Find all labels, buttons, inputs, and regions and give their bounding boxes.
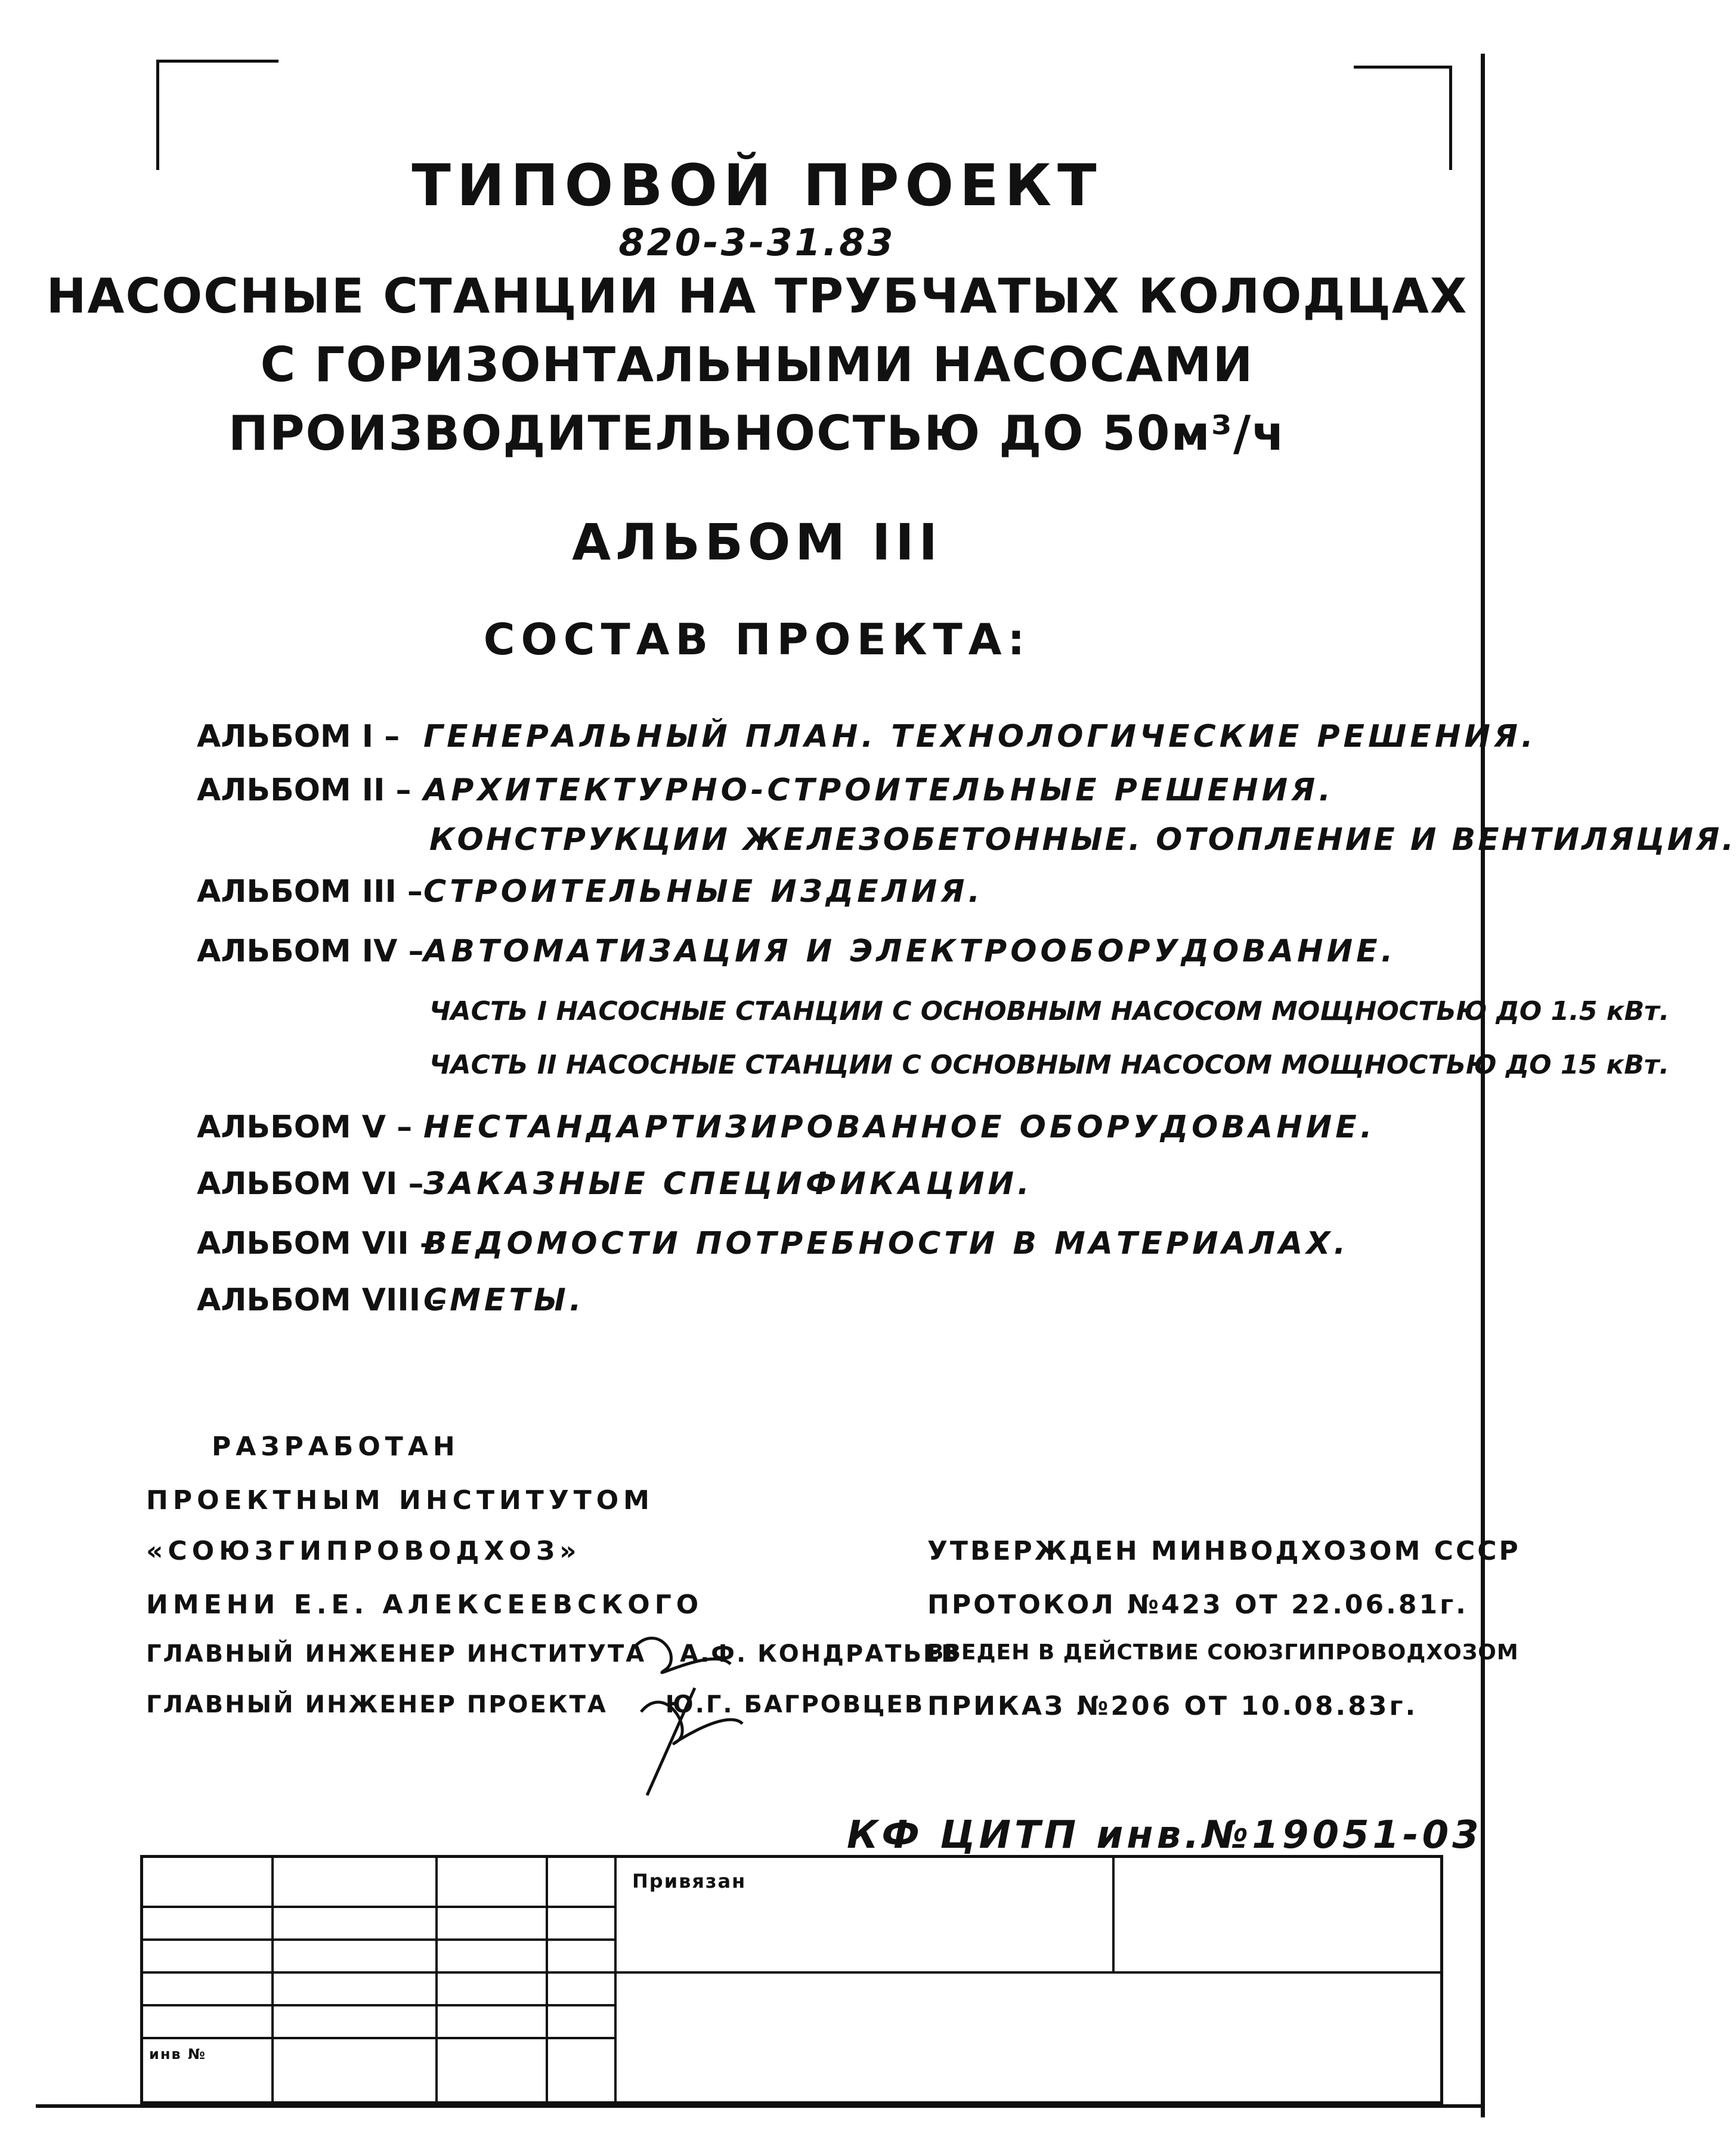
volume-description: ГЕНЕРАЛЬНЫЙ ПЛАН. ТЕХНОЛОГИЧЕСКИЕ РЕШЕНИЯ. (423, 719, 1537, 755)
project-name-line-2: С ГОРИЗОНТАЛЬНЫМИ НАСОСАМИ (260, 337, 1254, 392)
volume-item (197, 1226, 1349, 1261)
project-name-line-3: ПРОИЗВОДИТЕЛЬНОСТЬЮ ДО 50м³/ч (228, 406, 1286, 461)
volume-label: АЛЬБОМ IV – (197, 933, 424, 969)
approval-protocol: ПРОТОКОЛ №423 ОТ 22.06.81г. (927, 1590, 1468, 1620)
volume-item (197, 1109, 1376, 1145)
volume-part-2: ЧАСТЬ II НАСОСНЫЕ СТАНЦИИ С ОСНОВНЫМ НАСОСОМ МОЩНОСТЬЮ ДО 15 кВт. (429, 1050, 1670, 1080)
archive-stamp: КФ ЦИТП инв.№19051-03 (847, 1813, 1483, 1857)
volume-label: АЛЬБОМ III – (197, 874, 423, 910)
chief-engineer-institute (146, 1640, 961, 1668)
volume-label: АЛЬБОМ VIII – (197, 1282, 447, 1318)
chief-engineer-project-name: Ю.Г. БАГРОВЦЕВ (665, 1691, 925, 1718)
signature-mark (623, 1622, 754, 1801)
volume-label: АЛЬБОМ I – (197, 719, 400, 755)
document-title: ТИПОВОЙ ПРОЕКТ (411, 152, 1103, 219)
volume-part-1: ЧАСТЬ I НАСОСНЫЕ СТАНЦИИ С ОСНОВНЫМ НАСОСОМ МОЩНОСТЬЮ ДО 1.5 кВт. (429, 996, 1670, 1026)
volume-item (197, 772, 1334, 808)
developer-institute-line: ПРОЕКТНЫМ ИНСТИТУТОМ (146, 1485, 654, 1516)
volume-description: ЗАКАЗНЫЕ СПЕЦИФИКАЦИИ. (423, 1166, 1033, 1202)
volume-description: АВТОМАТИЗАЦИЯ И ЭЛЕКТРООБОРУДОВАНИЕ. (423, 933, 1397, 969)
volume-item (197, 933, 1396, 969)
volume-description: НЕСТАНДАРТИЗИРОВАННОЕ ОБОРУДОВАНИЕ. (423, 1109, 1376, 1145)
approval-order: ПРИКАЗ №206 ОТ 10.08.83г. (927, 1691, 1418, 1721)
volume-item (197, 719, 1537, 755)
volume-item (197, 1166, 1033, 1202)
project-name-line-1: НАСОСНЫЕ СТАНЦИИ НА ТРУБЧАТЫХ КОЛОДЦАХ (46, 268, 1468, 324)
volume-item (197, 1282, 585, 1318)
chief-engineer-project (146, 1691, 924, 1718)
approval-line-1: УТВЕРЖДЕН МИНВОДХОЗОМ СССР (927, 1536, 1521, 1566)
volume-description: ВЕДОМОСТИ ПОТРЕБНОСТИ В МАТЕРИАЛАХ. (423, 1226, 1350, 1261)
album-title: АЛЬБОМ III (572, 513, 942, 571)
developer-heading: РАЗРАБОТАН (212, 1431, 460, 1462)
volume-description: СМЕТЫ. (423, 1282, 585, 1318)
volume-description-continued: КОНСТРУКЦИИ ЖЕЛЕЗОБЕТОННЫЕ. ОТОПЛЕНИЕ И ВЕНТИЛЯЦИЯ. (429, 822, 1736, 858)
inventory-label: инв № (149, 2046, 206, 2063)
composition-heading: СОСТАВ ПРОЕКТА: (483, 614, 1031, 664)
volume-label: АЛЬБОМ V – (197, 1109, 413, 1145)
volume-label: АЛЬБОМ VI – (197, 1166, 424, 1202)
volume-description: АРХИТЕКТУРНО-СТРОИТЕЛЬНЫЕ РЕШЕНИЯ. (423, 772, 1334, 808)
volume-item (197, 874, 983, 910)
chief-engineer-institute-title: ГЛАВНЫЙ ИНЖЕНЕР ИНСТИТУТА (146, 1640, 646, 1668)
attached-label: Привязан (632, 1870, 747, 1893)
chief-engineer-project-title: ГЛАВНЫЙ ИНЖЕНЕР ПРОЕКТА (146, 1691, 608, 1718)
developer-institute-name: «СОЮЗГИПРОВОДХОЗ» (146, 1536, 581, 1566)
approval-enacted: ВВЕДЕН В ДЕЙСТВИЕ СОЮЗГИПРОВОДХОЗОМ (927, 1640, 1519, 1665)
volume-label: АЛЬБОМ VII – (197, 1226, 435, 1261)
title-block (140, 1855, 1443, 2104)
developer-institute-namesake: ИМЕНИ Е.Е. АЛЕКСЕЕВСКОГО (146, 1590, 704, 1620)
chief-engineer-institute-name: А.Ф. КОНДРАТЬЕВ (680, 1640, 961, 1668)
volume-label: АЛЬБОМ II – (197, 772, 411, 808)
project-code: 820-3-31.83 (618, 221, 896, 264)
volume-description: СТРОИТЕЛЬНЫЕ ИЗДЕЛИЯ. (423, 874, 984, 910)
frame-bottom-border (36, 2104, 1485, 2108)
